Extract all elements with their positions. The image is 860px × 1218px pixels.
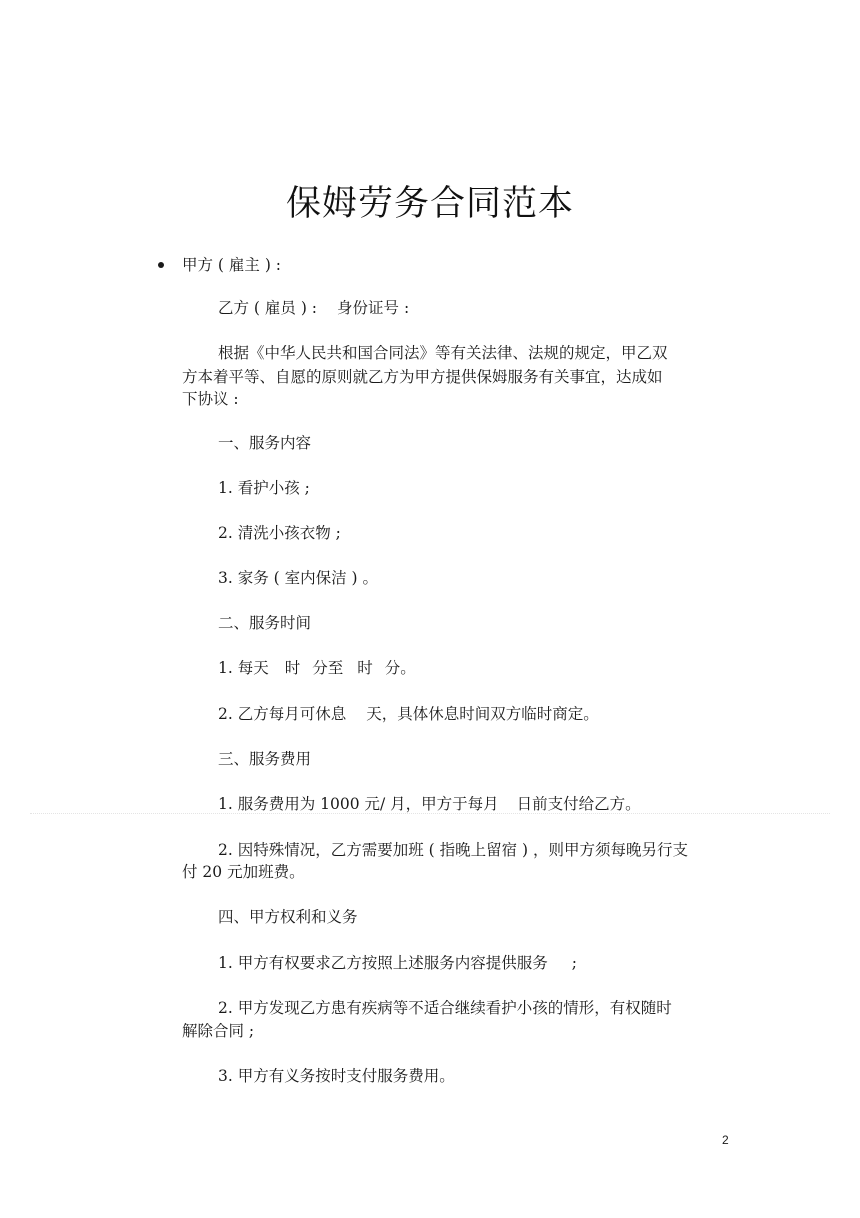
section-4-item-3: 3. 甲方有义务按时支付服务费用。 (218, 1067, 455, 1085)
section-4-item-2-line-1: 2. 甲方发现乙方患有疾病等不适合继续看护小孩的情形，有权随时 (218, 999, 672, 1017)
section-1-item-3: 3. 家务 ( 室内保洁 ) 。 (218, 569, 379, 587)
intro-paragraph-line-1: 根据《中华人民共和国合同法》等有关法律、法规的规定，甲乙双 (218, 344, 668, 362)
party-b-label: 乙方 ( 雇员 ) : (218, 299, 318, 317)
section-3-heading: 三、服务费用 (218, 750, 312, 768)
section-3-item-2-line-2: 付 20 元加班费。 (182, 863, 305, 881)
section-4-item-2-line-2: 解除合同 ; (182, 1022, 255, 1040)
section-1-item-2: 2. 清洗小孩衣物 ; (218, 524, 341, 542)
section-3-item-1: 1. 服务费用为 1000 元/ 月，甲方于每月 日前支付给乙方。 (218, 795, 641, 813)
section-1-item-1: 1. 看护小孩 ; (218, 479, 310, 497)
page-divider (30, 813, 830, 814)
intro-paragraph-line-3: 下协议 : (182, 390, 239, 408)
section-2-item-2: 2. 乙方每月可休息 天，具体休息时间双方临时商定。 (218, 705, 599, 723)
section-1-heading: 一、服务内容 (218, 434, 312, 452)
section-2-heading: 二、服务时间 (218, 614, 312, 632)
bullet-icon (158, 262, 164, 268)
section-4-item-1: 1. 甲方有权要求乙方按照上述服务内容提供服务 ; (218, 954, 577, 972)
section-4-heading: 四、甲方权利和义务 (218, 908, 358, 926)
section-3-item-2-line-1: 2. 因特殊情况，乙方需要加班 ( 指晚上留宿 ) ，则甲方须每晚另行支 (218, 841, 689, 859)
page-number: 2 (722, 1133, 729, 1147)
section-2-item-1: 1. 每天 时 分至 时 分。 (218, 659, 416, 677)
party-b-line (218, 297, 409, 319)
party-b-id-label: 身份证号 : (337, 299, 410, 317)
document-title: 保姆劳务合同范本 (285, 184, 574, 224)
party-a-line: 甲方 ( 雇主 ) : (182, 256, 282, 274)
intro-paragraph-line-2: 方本着平等、自愿的原则就乙方为甲方提供保姆服务有关事宜，达成如 (182, 368, 663, 386)
